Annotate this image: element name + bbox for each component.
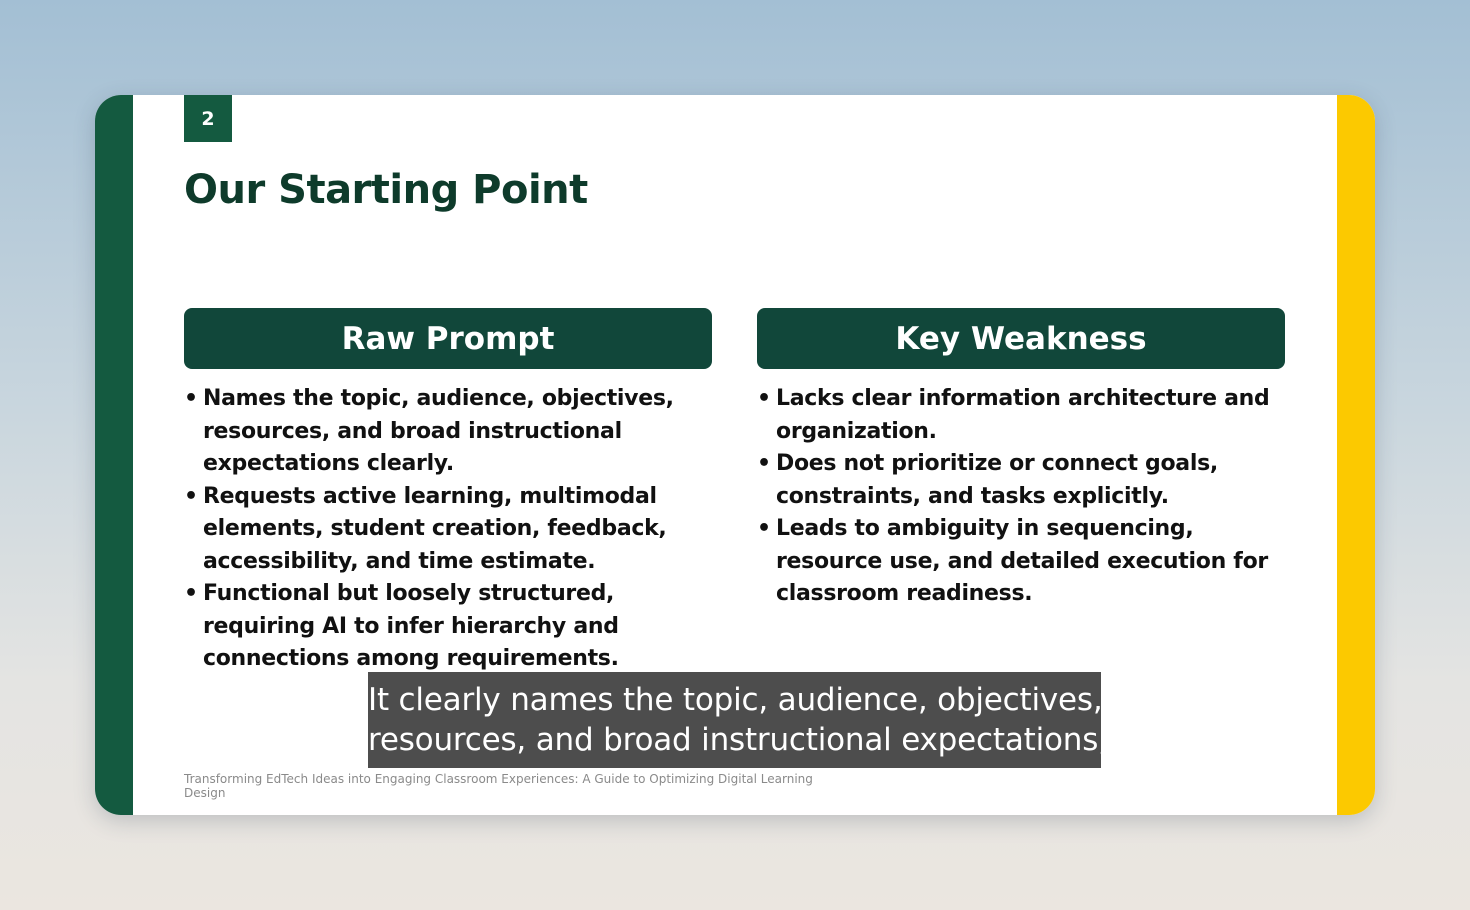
bullet-item — [757, 383, 1285, 448]
bullet-text: Requests active learning, multimodal elements, student creation, feedback, accessibility, and time estimate. — [203, 483, 667, 574]
bullet-text: Functional but loosely structured, requiring AI to infer hierarchy and connections among requirements. — [203, 581, 619, 671]
bullet-dot-icon: • — [757, 516, 771, 541]
bullet-dot-icon: • — [184, 581, 198, 606]
right-accent-bar — [1337, 95, 1375, 815]
bullet-item — [184, 481, 712, 579]
bullet-item — [757, 448, 1285, 513]
slide-footer: Transforming EdTech Ideas into Engaging Classroom Experiences: A Guide to Optimizing Digital Learning Design — [184, 772, 813, 800]
bullet-text: Names the topic, audience, objectives, resources, and broad instructional expectations clearly. — [203, 386, 674, 476]
bullet-text: Lacks clear information architecture and organization. — [776, 386, 1270, 444]
key-weakness-header: Key Weakness — [757, 308, 1285, 369]
page-number-badge: 2 — [184, 95, 232, 142]
bullet-text: Does not prioritize or connect goals, constraints, and tasks explicitly. — [776, 451, 1218, 509]
bullet-dot-icon: • — [757, 386, 771, 411]
caption-line: resources, and broad instructional expectations, — [368, 722, 1108, 758]
bullet-item — [184, 578, 712, 676]
key-weakness-column — [757, 308, 1285, 611]
left-accent-bar — [95, 95, 133, 815]
bullet-item — [184, 383, 712, 481]
video-caption — [368, 672, 1108, 768]
raw-prompt-bullet-list — [184, 383, 712, 676]
slide-title: Our Starting Point — [184, 167, 588, 213]
raw-prompt-column — [184, 308, 712, 676]
bullet-dot-icon: • — [184, 483, 198, 509]
caption-line: It clearly names the topic, audience, objectives, — [368, 682, 1103, 718]
bullet-text: Leads to ambiguity in sequencing, resource use, and detailed execution for classroom readiness. — [776, 516, 1268, 606]
key-weakness-bullet-list — [757, 383, 1285, 611]
bullet-dot-icon: • — [184, 386, 198, 411]
bullet-item — [757, 513, 1285, 611]
raw-prompt-header: Raw Prompt — [184, 308, 712, 369]
bullet-dot-icon: • — [757, 451, 771, 476]
